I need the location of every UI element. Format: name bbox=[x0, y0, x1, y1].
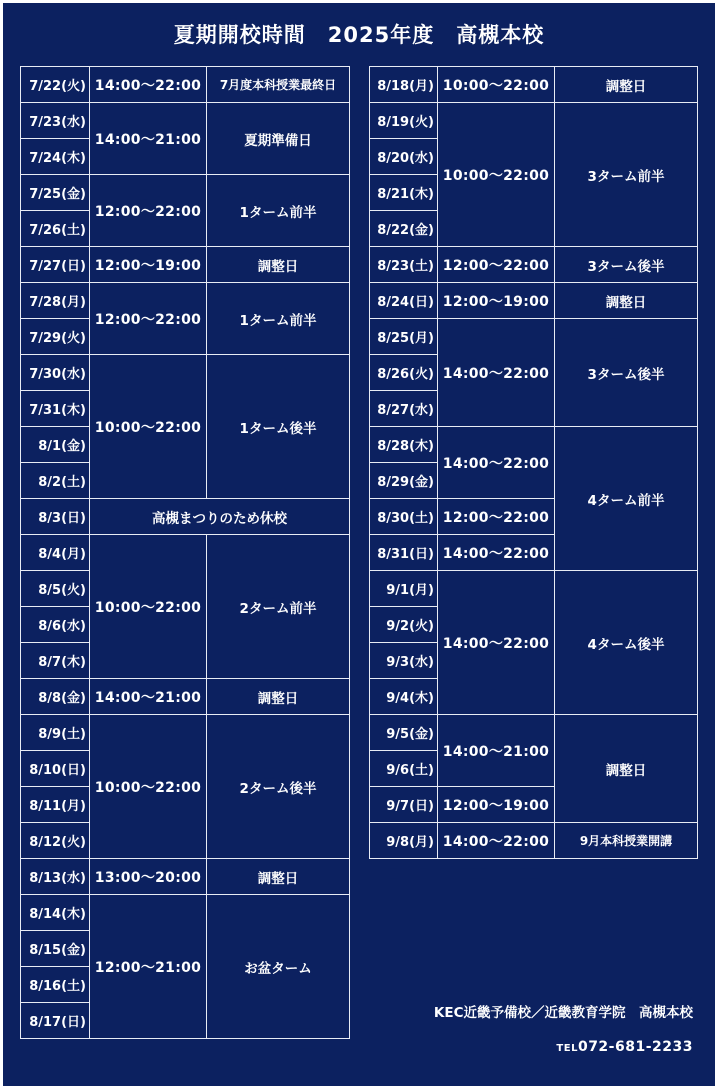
session-cell: 調整日 bbox=[207, 859, 350, 895]
session-cell: 4ターム後半 bbox=[555, 571, 698, 715]
session-cell: 2ターム前半 bbox=[207, 535, 350, 679]
schedule-poster bbox=[3, 3, 715, 1086]
date-cell: 8/8(金) bbox=[21, 679, 90, 715]
session-cell: 3ターム後半 bbox=[555, 319, 698, 427]
date-cell: 8/14(木) bbox=[21, 895, 90, 931]
date-cell: 8/21(木) bbox=[370, 175, 438, 211]
date-cell: 8/1(金) bbox=[21, 427, 90, 463]
schedule-row bbox=[21, 175, 350, 211]
date-cell: 7/24(木) bbox=[21, 139, 90, 175]
hours-cell: 12:00～22:00 bbox=[90, 283, 207, 355]
schedule-row bbox=[21, 283, 350, 319]
hours-cell: 14:00～22:00 bbox=[90, 67, 207, 103]
hours-cell: 10:00～22:00 bbox=[90, 535, 207, 679]
tel-mark: TEL bbox=[556, 1043, 578, 1054]
date-cell: 8/10(日) bbox=[21, 751, 90, 787]
hours-cell: 14:00～22:00 bbox=[438, 319, 555, 427]
date-cell: 8/7(木) bbox=[21, 643, 90, 679]
closed-day-cell: 高槻まつりのため休校 bbox=[90, 499, 350, 535]
date-cell: 8/29(金) bbox=[370, 463, 438, 499]
date-cell: 7/22(火) bbox=[21, 67, 90, 103]
hours-cell: 14:00～21:00 bbox=[90, 103, 207, 175]
date-cell: 9/2(火) bbox=[370, 607, 438, 643]
date-cell: 8/2(土) bbox=[21, 463, 90, 499]
schedule-row bbox=[370, 571, 698, 607]
hours-cell: 12:00～19:00 bbox=[438, 787, 555, 823]
date-cell: 8/26(火) bbox=[370, 355, 438, 391]
schedule-table-right bbox=[369, 66, 698, 859]
date-cell: 7/26(土) bbox=[21, 211, 90, 247]
date-cell: 7/30(水) bbox=[21, 355, 90, 391]
schedule-row bbox=[370, 67, 698, 103]
schedule-row bbox=[21, 859, 350, 895]
page-title: 夏期開校時間 2025年度 高槻本校 bbox=[173, 23, 545, 47]
schedule-row bbox=[370, 283, 698, 319]
session-cell: 4ターム前半 bbox=[555, 427, 698, 571]
schedule-row bbox=[21, 895, 350, 931]
schedule-table-left bbox=[20, 66, 350, 1039]
session-cell: 2ターム後半 bbox=[207, 715, 350, 859]
session-cell: 1ターム後半 bbox=[207, 355, 350, 499]
hours-cell: 10:00～22:00 bbox=[90, 355, 207, 499]
session-cell: 調整日 bbox=[207, 247, 350, 283]
hours-cell: 13:00～20:00 bbox=[90, 859, 207, 895]
schedule-row bbox=[370, 247, 698, 283]
date-cell: 9/4(木) bbox=[370, 679, 438, 715]
schedule-row bbox=[370, 103, 698, 139]
date-cell: 7/27(日) bbox=[21, 247, 90, 283]
date-cell: 8/9(土) bbox=[21, 715, 90, 751]
date-cell: 8/16(土) bbox=[21, 967, 90, 1003]
schedule-row bbox=[21, 103, 350, 139]
phone-number bbox=[556, 1039, 693, 1055]
date-cell: 7/31(木) bbox=[21, 391, 90, 427]
hours-cell: 14:00～21:00 bbox=[438, 715, 555, 787]
session-cell: 調整日 bbox=[555, 283, 698, 319]
date-cell: 8/13(水) bbox=[21, 859, 90, 895]
date-cell: 8/17(日) bbox=[21, 1003, 90, 1039]
schedule-row bbox=[21, 499, 350, 535]
date-cell: 7/25(金) bbox=[21, 175, 90, 211]
hours-cell: 10:00～22:00 bbox=[438, 103, 555, 247]
date-cell: 8/31(日) bbox=[370, 535, 438, 571]
schedule-row bbox=[370, 823, 698, 859]
tel-number: 072-681-2233 bbox=[577, 1039, 693, 1055]
schedule-row bbox=[370, 427, 698, 463]
date-cell: 9/8(月) bbox=[370, 823, 438, 859]
schedule-row bbox=[21, 67, 350, 103]
date-cell: 8/23(土) bbox=[370, 247, 438, 283]
date-cell: 8/15(金) bbox=[21, 931, 90, 967]
date-cell: 8/4(月) bbox=[21, 535, 90, 571]
date-cell: 8/25(月) bbox=[370, 319, 438, 355]
hours-cell: 14:00～22:00 bbox=[438, 571, 555, 715]
hours-cell: 12:00～22:00 bbox=[438, 499, 555, 535]
date-cell: 9/5(金) bbox=[370, 715, 438, 751]
session-cell: 3ターム前半 bbox=[555, 103, 698, 247]
hours-cell: 10:00～22:00 bbox=[438, 67, 555, 103]
session-cell: 1ターム前半 bbox=[207, 283, 350, 355]
date-cell: 8/11(月) bbox=[21, 787, 90, 823]
hours-cell: 14:00～21:00 bbox=[90, 679, 207, 715]
date-cell: 8/5(火) bbox=[21, 571, 90, 607]
session-cell: 1ターム前半 bbox=[207, 175, 350, 247]
date-cell: 7/29(火) bbox=[21, 319, 90, 355]
school-name: KEC近畿予備校／近畿教育学院 高槻本校 bbox=[433, 1005, 693, 1021]
date-cell: 8/3(日) bbox=[21, 499, 90, 535]
schedule-row bbox=[370, 715, 698, 751]
session-cell: 9月本科授業開講 bbox=[555, 823, 698, 859]
date-cell: 8/24(日) bbox=[370, 283, 438, 319]
date-cell: 9/6(土) bbox=[370, 751, 438, 787]
date-cell: 9/1(月) bbox=[370, 571, 438, 607]
hours-cell: 14:00～22:00 bbox=[438, 823, 555, 859]
session-cell: 調整日 bbox=[555, 67, 698, 103]
session-cell: 3ターム後半 bbox=[555, 247, 698, 283]
schedule-row bbox=[21, 679, 350, 715]
schedule-row bbox=[21, 535, 350, 571]
hours-cell: 14:00～22:00 bbox=[438, 535, 555, 571]
schedule-row bbox=[370, 319, 698, 355]
date-cell: 8/12(火) bbox=[21, 823, 90, 859]
session-cell: お盆ターム bbox=[207, 895, 350, 1039]
hours-cell: 12:00～19:00 bbox=[90, 247, 207, 283]
date-cell: 8/6(水) bbox=[21, 607, 90, 643]
hours-cell: 10:00～22:00 bbox=[90, 715, 207, 859]
date-cell: 8/30(土) bbox=[370, 499, 438, 535]
date-cell: 8/18(月) bbox=[370, 67, 438, 103]
date-cell: 9/7(日) bbox=[370, 787, 438, 823]
hours-cell: 12:00～22:00 bbox=[90, 175, 207, 247]
date-cell: 8/19(火) bbox=[370, 103, 438, 139]
session-cell: 調整日 bbox=[555, 715, 698, 823]
hours-cell: 12:00～22:00 bbox=[438, 247, 555, 283]
hours-cell: 14:00～22:00 bbox=[438, 427, 555, 499]
schedule-row bbox=[21, 247, 350, 283]
date-cell: 9/3(水) bbox=[370, 643, 438, 679]
schedule-row bbox=[21, 355, 350, 391]
schedule-row bbox=[21, 715, 350, 751]
session-cell: 7月度本科授業最終日 bbox=[207, 67, 350, 103]
date-cell: 8/28(木) bbox=[370, 427, 438, 463]
session-cell: 調整日 bbox=[207, 679, 350, 715]
date-cell: 7/28(月) bbox=[21, 283, 90, 319]
date-cell: 8/20(水) bbox=[370, 139, 438, 175]
hours-cell: 12:00～19:00 bbox=[438, 283, 555, 319]
date-cell: 8/22(金) bbox=[370, 211, 438, 247]
session-cell: 夏期準備日 bbox=[207, 103, 350, 175]
date-cell: 7/23(水) bbox=[21, 103, 90, 139]
hours-cell: 12:00～21:00 bbox=[90, 895, 207, 1039]
date-cell: 8/27(水) bbox=[370, 391, 438, 427]
